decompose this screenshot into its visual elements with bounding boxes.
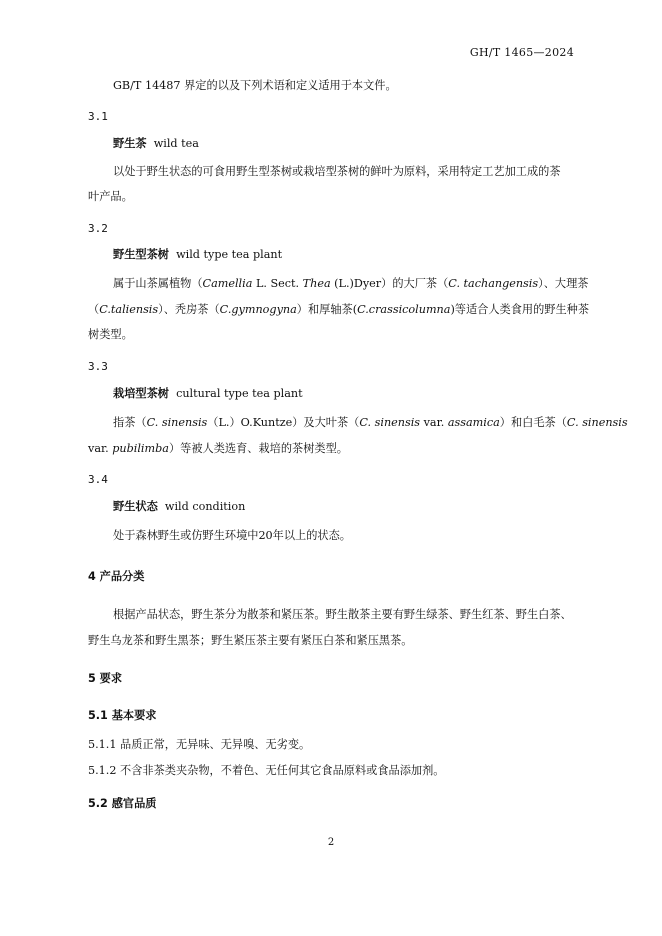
section4-line: 野生乌龙茶和野生黑茶；野生紧压茶主要有紧压白茶和紧压黑茶。 xyxy=(88,634,413,647)
term-number-3-2: 3.2 xyxy=(88,222,108,235)
definition-line: 树类型。 xyxy=(88,328,133,341)
definition-line: （C.taliensis）、秃房茶（C.gymnogyna）和厚轴茶(C.crassicolumna)等适合人类食用的野生种茶 xyxy=(88,303,590,316)
subsection-heading-sensory-quality: 5.2 感官品质 xyxy=(88,797,157,810)
term-number-3-4: 3.4 xyxy=(88,473,108,486)
term-en: wild condition xyxy=(164,500,246,513)
term-title-wild-condition xyxy=(113,498,245,514)
section-heading-requirements: 5 要求 xyxy=(88,672,123,685)
term-en: wild tea xyxy=(153,137,199,150)
term-title-wild-tea xyxy=(113,135,199,151)
term-zh: 野生茶 xyxy=(113,136,147,150)
term-zh: 野生状态 xyxy=(113,499,158,513)
requirement-item-5-1-1: 5.1.1 品质正常，无异味、无异嗅、无劣变。 xyxy=(88,738,311,751)
subsection-heading-basic-requirements: 5.1 基本要求 xyxy=(88,709,157,722)
definition-line: var. pubilimba）等被人类选育、栽培的茶树类型。 xyxy=(88,442,348,455)
definition-line: 处于森林野生或仿野生环境中20年以上的状态。 xyxy=(113,529,351,542)
requirement-item-5-1-2: 5.1.2 不含非茶类夹杂物，不着色、无任何其它食品原料或食品添加剂。 xyxy=(88,764,445,777)
term-title-wild-type-tea-plant xyxy=(113,246,282,262)
definition-line: 指茶（C. sinensis（L.）O.Kuntze）及大叶茶（C. sinensis var. assamica）和白毛茶（C. sinensis xyxy=(113,416,628,429)
page-number: 2 xyxy=(327,837,335,848)
document-code-header: GH/T 1465—2024 xyxy=(469,46,574,59)
term-zh: 野生型茶树 xyxy=(113,247,169,261)
term-number-3-1: 3.1 xyxy=(88,110,108,123)
term-number-3-3: 3.3 xyxy=(88,360,108,373)
intro-paragraph: GB/T 14487 界定的以及下列术语和定义适用于本文件。 xyxy=(113,79,397,92)
definition-line: 以处于野生状态的可食用野生型茶树或栽培型茶树的鲜叶为原料，采用特定工艺加工成的茶 xyxy=(113,165,561,178)
definition-line: 属于山茶属植物（Camellia L. Sect. Thea (L.)Dyer）的大厂茶（C. tachangensis）、大理茶 xyxy=(113,277,589,290)
term-en: cultural type tea plant xyxy=(176,387,303,400)
section4-line: 根据产品状态，野生茶分为散茶和紧压茶。野生散茶主要有野生绿茶、野生红茶、野生白茶、 xyxy=(113,608,572,621)
definition-line: 叶产品。 xyxy=(88,190,133,203)
term-zh: 栽培型茶树 xyxy=(113,386,169,400)
section-heading-product-classification: 4 产品分类 xyxy=(88,570,145,583)
term-en: wild type tea plant xyxy=(176,248,283,261)
term-title-cultural-type-tea-plant xyxy=(113,385,303,401)
